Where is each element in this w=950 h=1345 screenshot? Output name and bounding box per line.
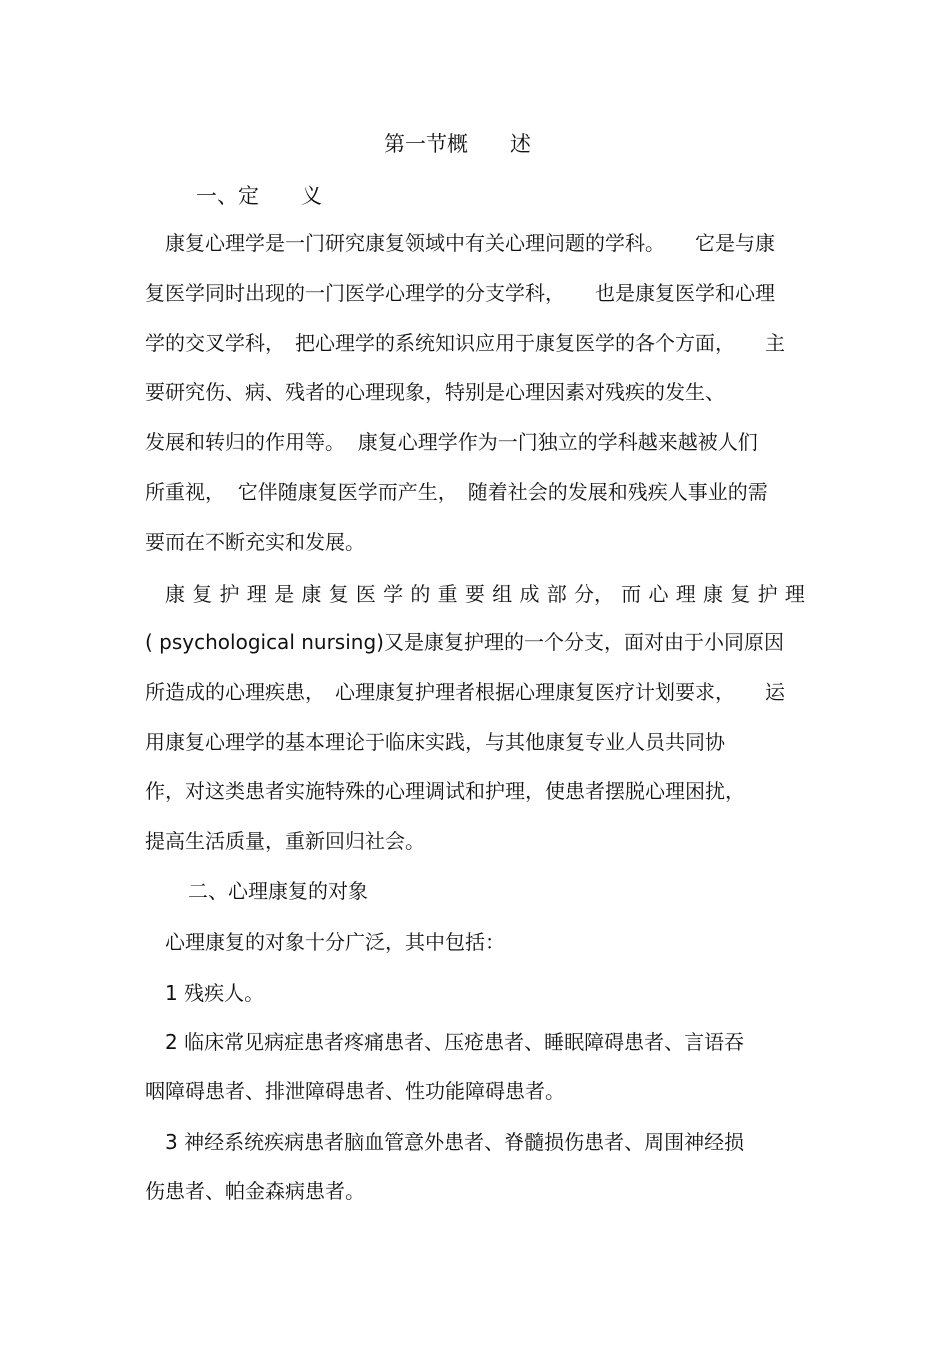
paragraph-line: 学的交叉学科， 把心理学的系统知识应用于康复医学的各个方面， 主 bbox=[145, 331, 785, 355]
paragraph-line: 作，对这类患者实施特殊的心理调试和护理，使患者摆脱心理困扰， bbox=[145, 779, 745, 803]
list-item: 2 临床常见病症患者疼痛患者、压疮患者、睡眠障碍患者、言语吞 bbox=[165, 1030, 745, 1054]
paragraph-line: 所造成的心理疾患， 心理康复护理者根据心理康复医疗计划要求， 运 bbox=[145, 680, 785, 704]
paragraph-line: 用康复心理学的基本理论于临床实践，与其他康复专业人员共同协 bbox=[145, 730, 725, 754]
heading-rehab-targets: 二、心理康复的对象 bbox=[188, 879, 368, 903]
paragraph-line-justified: 康 复 护 理 是 康 复 医 学 的 重 要 组 成 部 分， 而 心 理 康 复 护 理 bbox=[165, 582, 805, 606]
paragraph-line: 复医学同时出现的一门医学心理学的分支学科， 也是康复医学和心理 bbox=[145, 281, 775, 305]
paragraph-line: 要研究伤、病、残者的心理现象，特别是心理因素对残疾的发生、 bbox=[145, 380, 725, 404]
paragraph-line: 心理康复的对象十分广泛，其中包括： bbox=[165, 930, 505, 954]
list-item-continuation: 咽障碍患者、排泄障碍患者、性功能障碍患者。 bbox=[145, 1079, 565, 1103]
paragraph-line: ( psychological nursing)又是康复护理的一个分支，面对由于小同原因 bbox=[145, 630, 784, 654]
list-item: 3 神经系统疾病患者脑血管意外患者、脊髓损伤患者、周围神经损 bbox=[165, 1130, 745, 1154]
list-item: 1 残疾人。 bbox=[165, 981, 265, 1005]
paragraph-line: 提高生活质量，重新回归社会。 bbox=[145, 829, 425, 853]
paragraph-line: 康复心理学是一门研究康复领域中有关心理问题的学科。 它是与康 bbox=[165, 231, 775, 255]
paragraph-line: 所重视， 它伴随康复医学而产生， 随着社会的发展和残疾人事业的需 bbox=[145, 480, 768, 504]
paragraph-line: 要而在不断充实和发展。 bbox=[145, 530, 365, 554]
heading-definition: 一、定 义 bbox=[196, 184, 322, 208]
paragraph-line: 发展和转归的作用等。 康复心理学作为一门独立的学科越来越被人们 bbox=[145, 430, 758, 454]
list-item-continuation: 伤患者、帕金森病患者。 bbox=[145, 1179, 365, 1203]
section-title: 第一节概 述 bbox=[384, 132, 531, 156]
